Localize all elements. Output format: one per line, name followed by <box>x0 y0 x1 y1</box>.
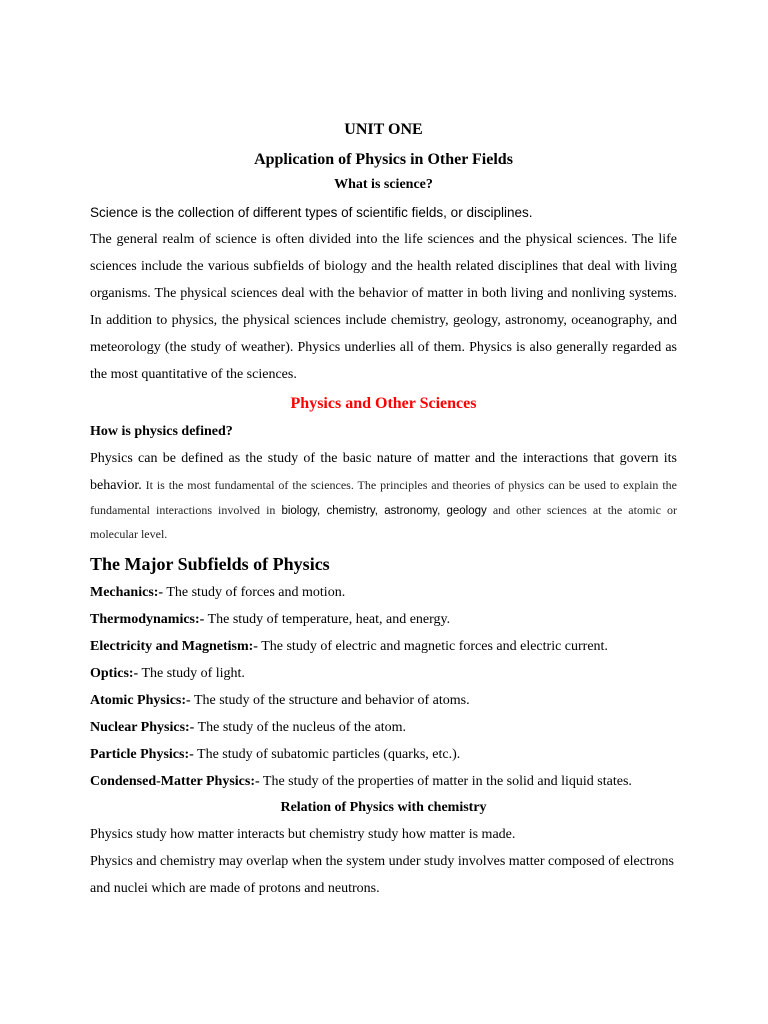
subfield-item <box>90 633 677 660</box>
subfield-item <box>90 606 677 633</box>
major-subfields-heading: The Major Subfields of Physics <box>90 554 330 574</box>
subfields-list <box>90 579 677 795</box>
subfield-term: Optics:- <box>90 666 139 681</box>
subfield-term: Particle Physics:- <box>90 747 194 762</box>
subfield-term: Electricity and Magnetism:- <box>90 639 258 654</box>
other-sciences-heading: Physics and Other Sciences <box>290 395 477 412</box>
definition-detail: It is the most fundamental of the sciences. The principles and theories of physics can be used to explain the fundamental interactions involved in <box>90 478 677 517</box>
subfield-term: Nuclear Physics:- <box>90 720 195 735</box>
subfield-description: The study of subatomic particles (quarks, etc.). <box>193 747 461 762</box>
document-title: Application of Physics in Other Fields <box>254 151 513 168</box>
subfield-item <box>90 687 677 714</box>
subfield-description: The study of light. <box>138 666 245 681</box>
definition-main: Physics can be defined as the study of the basic nature of matter and the interactions that govern its behavior. <box>90 451 677 493</box>
science-intro: Science is the collection of different types of scientific fields, or disciplines. <box>90 205 533 220</box>
definition-end: and other sciences at the atomic or molecular level. <box>90 503 677 541</box>
subfield-item <box>90 768 677 795</box>
subfield-description: The study of the properties of matter in the solid and liquid states. <box>259 774 632 789</box>
science-paragraph: The general realm of science is often divided into the life sciences and the physical sciences. The life sciences include the various subfields of biology and the health related disciplines that deal with living organisms. The physical sciences deal with the behavior of matter in both living and nonliving systems. In addition to physics, the physical sciences include chemistry, geology, astronomy, oceanography, and meteorology (the study of weather). Physics underlies all of them. Physics is also generally regarded as the most quantitative of the sciences. <box>90 232 677 382</box>
chemistry-line-1: Physics study how matter interacts but chemistry study how matter is made. <box>90 827 516 842</box>
what-is-science-heading: What is science? <box>334 177 433 192</box>
subfield-description: The study of the nucleus of the atom. <box>194 720 406 735</box>
subfield-term: Thermodynamics:- <box>90 612 205 627</box>
subfield-term: Mechanics:- <box>90 585 164 600</box>
chemistry-relation-heading: Relation of Physics with chemistry <box>280 800 487 815</box>
subfield-term: Condensed-Matter Physics:- <box>90 774 260 789</box>
subfield-item <box>90 660 677 687</box>
physics-definition <box>90 445 677 546</box>
subfield-item <box>90 741 677 768</box>
subfield-item <box>90 579 677 606</box>
subfield-term: Atomic Physics:- <box>90 693 191 708</box>
subfield-description: The study of forces and motion. <box>163 585 346 600</box>
physics-defined-question: How is physics defined? <box>90 424 233 439</box>
document-page <box>90 118 677 902</box>
unit-heading: UNIT ONE <box>344 121 423 138</box>
chemistry-line-2: Physics and chemistry may overlap when the system under study involves matter composed of electrons and nuclei which are made of protons and neutrons. <box>90 854 674 896</box>
subfield-item <box>90 714 677 741</box>
definition-linked-fields: biology, chemistry, astronomy, geology <box>281 505 487 517</box>
subfield-description: The study of the structure and behavior of atoms. <box>190 693 470 708</box>
subfield-description: The study of temperature, heat, and energy. <box>204 612 451 627</box>
subfield-description: The study of electric and magnetic forces and electric current. <box>257 639 608 654</box>
